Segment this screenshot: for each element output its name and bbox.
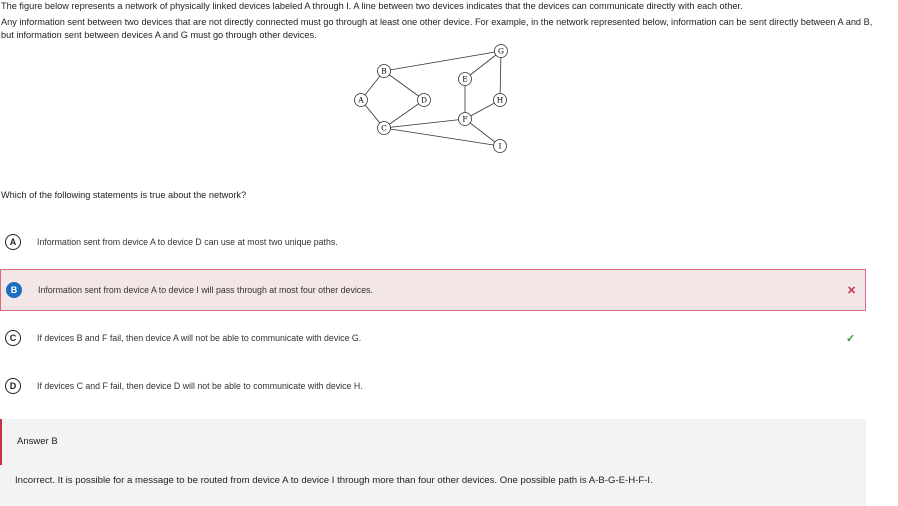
choice-a[interactable] bbox=[0, 221, 866, 263]
svg-text:C: C bbox=[381, 123, 387, 133]
choice-d[interactable] bbox=[0, 365, 866, 407]
svg-text:D: D bbox=[420, 95, 428, 105]
node-G bbox=[495, 45, 508, 58]
question-text: Which of the following statements is true about the network? bbox=[1, 190, 247, 200]
node-H bbox=[494, 94, 507, 107]
choice-a-text: Information sent from device A to device D can use at most two unique paths. bbox=[37, 237, 338, 247]
choice-d-letter[interactable]: D bbox=[5, 378, 21, 394]
node-B bbox=[378, 65, 391, 78]
edge-B-G bbox=[384, 51, 501, 71]
node-D bbox=[418, 94, 431, 107]
node-I bbox=[494, 140, 507, 153]
svg-text:B: B bbox=[381, 66, 387, 76]
intro-line-2: Any information sent between two devices that are not directly connected must go through at least one other device. For example, in the network represented below, information can be sent directly between A and B, but information sent between devices A and G must go through other devices. bbox=[1, 17, 873, 40]
feedback-panel bbox=[0, 419, 866, 506]
choice-a-letter[interactable]: A bbox=[5, 234, 21, 250]
choice-d-text: If devices C and F fail, then device D will not be able to communicate with device H. bbox=[37, 381, 363, 391]
edge-C-D bbox=[384, 100, 424, 128]
intro-text bbox=[1, 0, 881, 42]
incorrect-x-icon: ✕ bbox=[847, 284, 857, 297]
svg-text:F: F bbox=[462, 114, 468, 124]
choice-c[interactable] bbox=[0, 317, 866, 359]
choice-b-letter[interactable]: B bbox=[6, 282, 22, 298]
svg-text:I: I bbox=[498, 141, 502, 151]
choice-b-text: Information sent from device A to device I will pass through at most four other devices. bbox=[38, 285, 373, 295]
edge-G-H bbox=[500, 51, 501, 100]
svg-text:H: H bbox=[496, 95, 504, 105]
feedback-explanation: Incorrect. It is possible for a message to be routed from device A to device I through more than four other devices. One possible path is A-B-G-E-H-F-I. bbox=[15, 475, 653, 486]
svg-text:E: E bbox=[462, 74, 468, 84]
choice-c-text: If devices B and F fail, then device A will not be able to communicate with device G. bbox=[37, 333, 362, 343]
node-A bbox=[355, 94, 368, 107]
svg-text:A: A bbox=[358, 95, 364, 105]
intro-line-1: The figure below represents a network of physically linked devices labeled A through I. A line between two devices indicates that the devices can communicate directly with each other. bbox=[1, 1, 743, 11]
edge-B-D bbox=[384, 71, 424, 100]
edge-C-I bbox=[384, 128, 500, 146]
node-F bbox=[459, 113, 472, 126]
choice-c-letter[interactable]: C bbox=[5, 330, 21, 346]
correct-check-icon: ✓ bbox=[846, 332, 856, 345]
graph-nodes bbox=[355, 45, 508, 153]
network-graph bbox=[350, 40, 520, 158]
choice-b[interactable] bbox=[0, 269, 866, 311]
svg-text:G: G bbox=[498, 46, 504, 56]
feedback-accent-bar bbox=[0, 419, 2, 465]
edge-C-F bbox=[384, 119, 465, 128]
node-E bbox=[459, 73, 472, 86]
feedback-title: Answer B bbox=[17, 436, 58, 447]
node-C bbox=[378, 122, 391, 135]
